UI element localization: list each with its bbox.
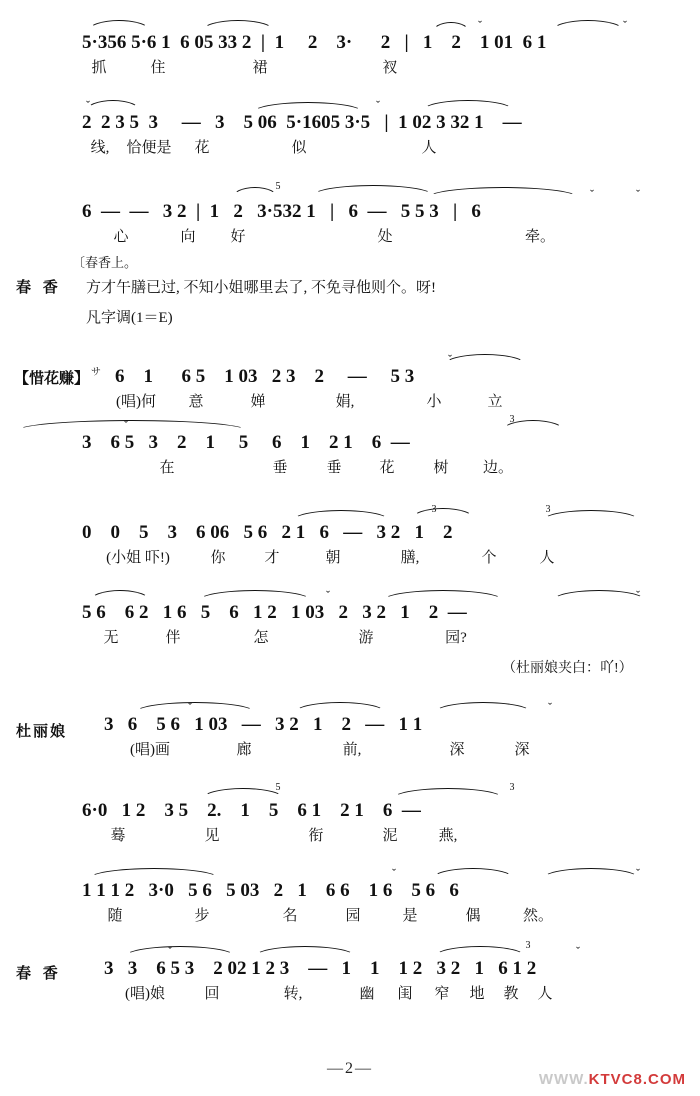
role-label-duliniang: 杜丽娘 (16, 724, 68, 740)
role-label-chunxiang: 春 香 (16, 280, 62, 296)
note-row: 5 6 6 2 1 6 5 6 1 2 1 03 2 3 2 1 2 — (82, 602, 467, 623)
note-row: 2 2 3 5 3 — 3 5 06 5·1605 3·5 | 1 02 3 32 1 — (82, 112, 522, 133)
music-system: ˇ 【惜花赚】 サ 6 1 6 5 1 03 2 3 2 — 5 3 (唱)何 意 婵 娟, 小 立 (14, 352, 520, 411)
lyric-row: 蓦 见 衔 泥 燕, (110, 828, 458, 844)
music-system: ˇ ˇ 2 2 3 5 3 — 3 5 06 5·1605 3·5 | 1 02 3 32 1 — 线, 恰便是 花 似 人 (82, 98, 522, 156)
lyric-row: 抓 住 裙 衩 (91, 60, 398, 76)
note-row: 6 1 6 5 1 03 2 3 2 — 5 3 (115, 366, 415, 387)
note-row: 6 — — 3 2 | 1 2 3·532 1 | 6 — 5 5 3 | 6 (82, 201, 481, 222)
note-row: 0 0 5 3 6 06 5 6 2 1 6 — 3 2 1 2 (82, 522, 453, 543)
note-row: 5·356 5·6 1 6 05 33 2 | 1 2 3· 2 | 1 2 1 01 6 1 (82, 32, 547, 53)
stage-direction: 〔春香上。 (72, 255, 138, 270)
lyric-row: 心 向 好 处 牵。 (113, 229, 555, 245)
lyric-row: (小姐 吓!) 你 才 朝 膳, 个 人 (106, 550, 555, 566)
music-system: ˇ ˇ 1 1 1 2 3·0 5 6 5 03 2 1 6 6 1 6 5 6 6 随 步 名 园 是 偶 然。 (82, 866, 640, 924)
lyric-row: (唱)画 廊 前, 深 深 (130, 742, 530, 758)
lyric-row: 在 垂 垂 花 树 边。 (159, 460, 513, 476)
qupai-label: 【惜花赚】 サ (14, 367, 102, 387)
lyric-row: (唱)娘 回 转, 幽 闺 窄 地 教 人 (125, 986, 553, 1002)
role-label-chunxiang-2: 春 香 (16, 966, 62, 982)
music-system: ˇ ˇ 3 6 5 6 1 03 — 3 2 1 2 — 1 1 (唱)画 廊 前, 深 深 (104, 700, 552, 758)
note-row: 3 6 5 3 2 1 5 6 1 2 1 6 — (82, 432, 410, 453)
page-number: —2— (327, 1060, 373, 1077)
music-system: 5 3 6·0 1 2 3 5 2. 1 5 6 1 2 1 6 — 蓦 见 衔 泥 燕, (82, 782, 515, 844)
spoken-line: 方才午膳已过, 不知小姐哪里去了, 不免寻他则个。呀! (86, 280, 436, 296)
watermark: WWW.KTVC8.COM (538, 1071, 686, 1088)
music-system: ˇ 3 ˇ 3 3 6 5 3 2 02 1 2 3 — 1 1 1 2 3 2 1 6 1 2 (唱)娘 回 转, 幽 闺 窄 地 教 人 (104, 940, 580, 1002)
music-system: ˇ ˇ 5 6 6 2 1 6 5 6 1 2 1 03 2 3 2 1 2 — 无 伴 怎 游 园? （杜丽娘夹白：吖!） (82, 588, 496, 667)
note-row: 1 1 1 2 3·0 5 6 5 03 2 1 6 6 1 6 5 6 6 (82, 880, 459, 901)
lyric-row: (唱)何 意 婵 娟, 小 立 (116, 394, 503, 410)
key-signature: 凡字调(1＝E) (86, 310, 173, 326)
music-system: 3 3 0 0 5 3 6 06 5 6 2 1 6 — 3 2 1 2 (小姐 吓!) 你 才 朝 膳, 个 人 (82, 508, 572, 567)
note-row: 3 3 6 5 3 2 02 1 2 3 — 1 1 1 2 3 2 1 6 1 2 (104, 958, 537, 979)
lyric-row: 随 步 名 园 是 偶 然。 (107, 908, 553, 924)
inline-stage-note: （杜丽娘夹白：吖!） (502, 661, 633, 676)
music-system: 5 ˇ ˇ 6 — — 3 2 | 1 2 3·532 1 | 6 — 5 5 3 | 6 心 向 好 处 牵。 (82, 181, 640, 245)
note-row: 3 6 5 6 1 03 — 3 2 1 2 — 1 1 (104, 714, 423, 735)
lyric-row: 线, 恰便是 花 似 人 (90, 140, 437, 156)
music-system: ˇ ˇ 5·356 5·6 1 6 05 33 2 | 1 2 3· 2 | 1 2 1 01 6 1 抓 住 裙 衩 (82, 18, 627, 76)
note-row: 6·0 1 2 3 5 2. 1 5 6 1 2 1 6 — (82, 800, 421, 821)
lyric-row: 无 伴 怎 游 园? (103, 630, 467, 646)
music-system: ˇ 3 3 6 5 3 2 1 5 6 1 2 1 6 — 在 垂 垂 花 树 边。 (82, 418, 528, 477)
